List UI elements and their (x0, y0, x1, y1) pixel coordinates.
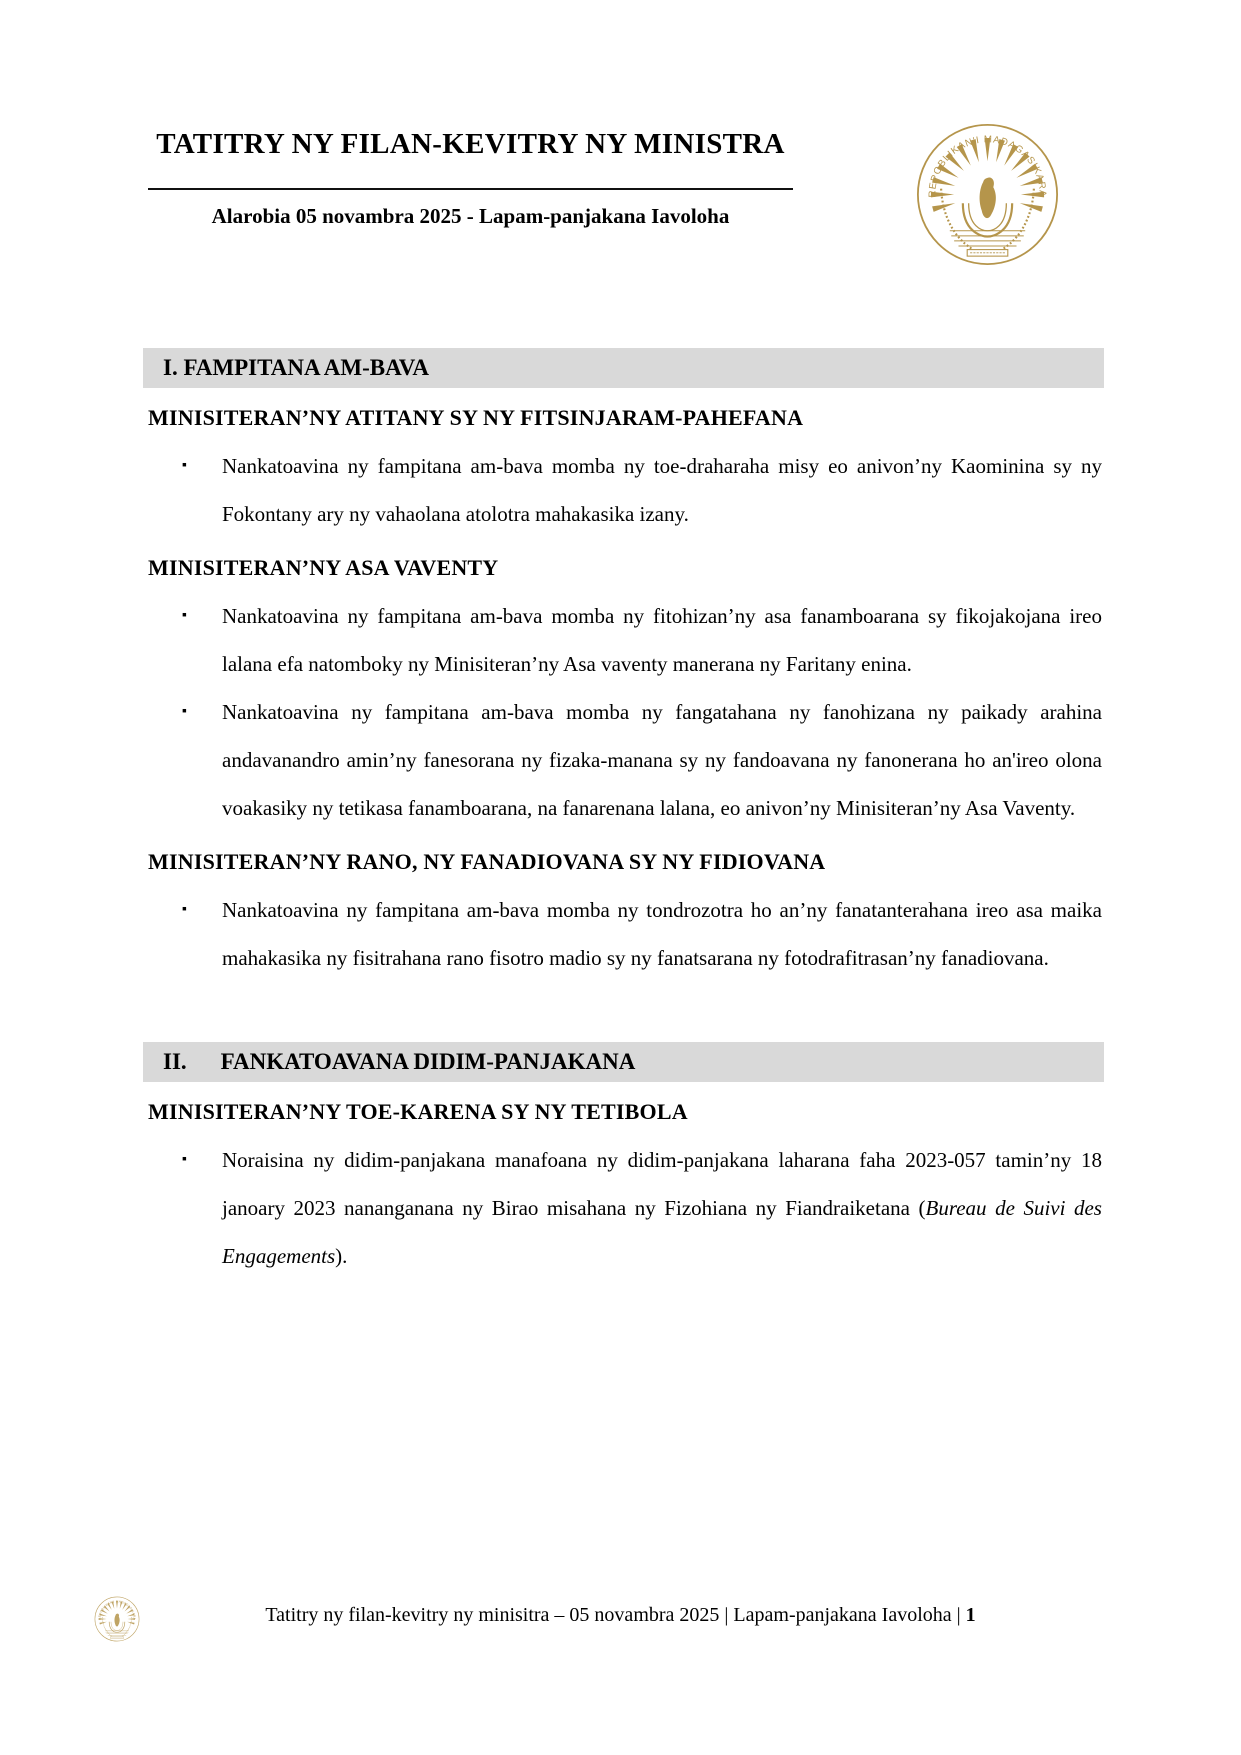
list-item (148, 442, 1102, 538)
ministry-heading-public-works: MINISITERAN’NY ASA VAVENTY (148, 555, 499, 580)
bullet-icon: ▪ (182, 1152, 187, 1167)
list-item (148, 1136, 1102, 1280)
list-item-text: Nankatoavina ny fampitana am-bava momba ny tondrozotra ho an’ny fanatanterahana ireo asa maika mahakasika ny fisitrahana rano fisotro madio sy ny fanatsarana ny fotodrafitrasan’ny fanadiovana. (222, 898, 1102, 970)
bullet-icon: ▪ (182, 608, 187, 623)
section-heading-2 (143, 1042, 1104, 1082)
decree-text-post: ). (335, 1244, 348, 1268)
bullet-list (148, 592, 1102, 832)
section-2-label: FANKATOAVANA DIDIM-PANJAKANA (220, 1049, 636, 1074)
date-line: Alarobia 05 novambra 2025 - Lapam-panjakana Iavoloha (211, 204, 730, 228)
page-footer (0, 1600, 1241, 1630)
page-title: TATITRY NY FILAN-KEVITRY NY MINISTRA (156, 128, 785, 160)
ministry-heading-water: MINISITERAN’NY RANO, NY FANADIOVANA SY NY FIDIOVANA (148, 849, 826, 874)
section-heading-1 (143, 348, 1104, 388)
list-item-text: Nankatoavina ny fampitana am-bava momba ny fitohizan’ny asa fanamboarana sy fikojakojana ireo lalana efa natomboky ny Minisiteran’ny Asa vaventy manerana ny Faritany enina. (222, 604, 1102, 676)
bullet-list (148, 1136, 1102, 1280)
footer-text: Tatitry ny filan-kevitry ny minisitra – 05 novambra 2025 | Lapam-panjakana Iavoloha | (265, 1604, 966, 1626)
list-item (148, 592, 1102, 688)
bullet-list (148, 886, 1102, 982)
list-item (148, 688, 1102, 832)
list-item-text: Nankatoavina ny fampitana am-bava momba ny fangatahana ny fanohizana ny paikady arahina andavanandro amin’ny fanesorana ny fizaka-manana sy ny fandoavana ny fanonerana ho an'ireo olona voakasiky ny tetikasa fanamboarana, na fanarenana lalana, eo anivon’ny Minisiteran’ny Asa Vaventy. (222, 700, 1102, 820)
page-number: 1 (965, 1604, 976, 1626)
section-1-label: I. FAMPITANA AM-BAVA (163, 355, 430, 380)
bullet-icon: ▪ (182, 458, 187, 473)
list-item (148, 886, 1102, 982)
list-item-text: Nankatoavina ny fampitana am-bava momba ny toe-draharaha misy eo anivon’ny Kaominina sy ny Fokontany ary ny vahaolana atolotra mahakasika izany. (222, 454, 1102, 526)
decree-text-italic: Bureau de Suivi des Engagements (222, 1196, 1102, 1268)
bullet-icon: ▪ (182, 704, 187, 719)
decree-text-pre: Noraisina ny didim-panjakana manafoana ny didim-panjakana laharana faha 2023-057 tamin’ny 18 janoary 2023 nananganana ny Birao misahana ny Fizohiana ny Fiandraiketana ( (222, 1148, 1102, 1220)
list-item-text (222, 1148, 1102, 1268)
section-2-numeral: II. (163, 1049, 187, 1074)
ministry-heading-interior: MINISITERAN’NY ATITANY SY NY FITSINJARAM-PAHEFANA (148, 405, 804, 430)
ministry-heading-economy: MINISITERAN’NY TOE-KARENA SY NY TETIBOLA (148, 1099, 688, 1124)
bullet-icon: ▪ (182, 902, 187, 917)
bullet-list (148, 442, 1102, 538)
